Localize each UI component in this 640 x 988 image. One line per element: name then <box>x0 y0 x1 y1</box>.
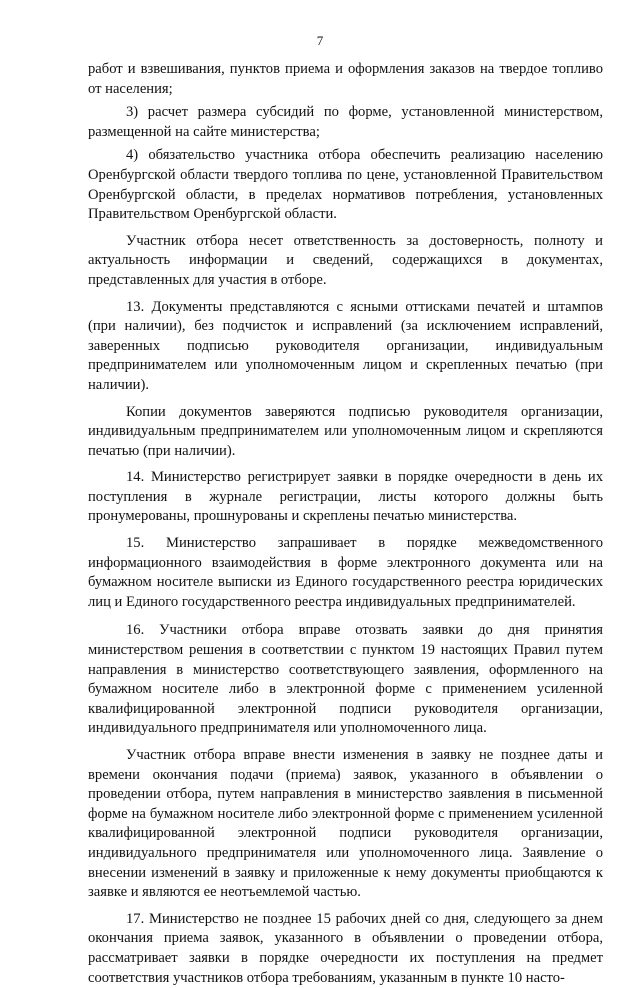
paragraph-16: 16. Участники отбора вправе отозвать заявки до дня принятия министерством решения в соответствии с пунктом 19 настоящих Правил путем направления в министерство соответствующего заявления, оформленного на бумажном носителе либо в электронной форме с применением усиленной квалифицированной электронной подписи руководителя организации, индивидуального предпринимателя или уполномоченного лица. <box>88 622 603 737</box>
paragraph-changes: Участник отбора вправе внести изменения в заявку не позднее даты и времени окончания подачи (приема) заявок, указанного в объявлении о проведении отбора, путем направления в министерство заявления в письменной форме на бумажном носителе либо электронной форме с применением усиленной квалифицированной электронной подписи руководителя организации, индивидуального предпринимателя или уполномоченного лица. Заявление о внесении изменений в заявку и приложенные к нему документы приобщаются к заявке и являются ее неотъемлемой частью. <box>88 747 603 901</box>
paragraph-13: 13. Документы представляются с ясными оттисками печатей и штампов (при наличии), без подчисток и исправлений (за исключением исправлений, заверенных подписью руководителя организации, индивидуальным предпринимателем или уполномоченным лицом и скрепленных печатью (при наличии). <box>88 298 603 393</box>
paragraph-item-3: 3) расчет размера субсидий по форме, установленной министерством, размещенной на сайте министерства; <box>88 104 603 140</box>
paragraph-14: 14. Министерство регистрирует заявки в порядке очередности в день их поступления в журнале регистрации, листы которого должны быть пронумерованы, прошнурованы и скреплены печатью министерства. <box>88 469 603 525</box>
paragraph-item-4: 4) обязательство участника отбора обеспечить реализацию населению Оренбургской области твердого топлива по цене, установленной Правительством Оренбургской области, в пределах нормативов потребления, установленных Правительством Оренбургской области. <box>88 147 603 223</box>
paragraph-responsibility: Участник отбора несет ответственность за достоверность, полноту и актуальность информации и сведений, содержащихся в документах, представленных для участия в отборе. <box>88 232 603 288</box>
page-number: 7 <box>316 33 324 48</box>
paragraph-continuation: работ и взвешивания, пунктов приема и оформления заказов на твердое топливо от населения; <box>88 61 603 97</box>
document-body <box>88 60 603 988</box>
paragraph-17: 17. Министерство не позднее 15 рабочих дней со дня, следующего за днем окончания приема заявок, указанного в объявлении о проведении отбора, рассматривает заявки в порядке очередности их поступления на предмет соответствия участников отбора требованиям, указанным в пункте 10 насто- <box>88 910 603 986</box>
paragraph-copies: Копии документов заверяются подписью руководителя организации, индивидуальным предпринимателем или уполномоченным лицом и скрепляются печатью (при наличии). <box>88 403 603 459</box>
paragraph-15: 15. Министерство запрашивает в порядке межведомственного информационного взаимодействия в форме электронного документа или на бумажном носителе выписки из Единого государственного реестра юридических лиц и Единого государственного реестра индивидуальных предпринимателей. <box>88 535 603 610</box>
